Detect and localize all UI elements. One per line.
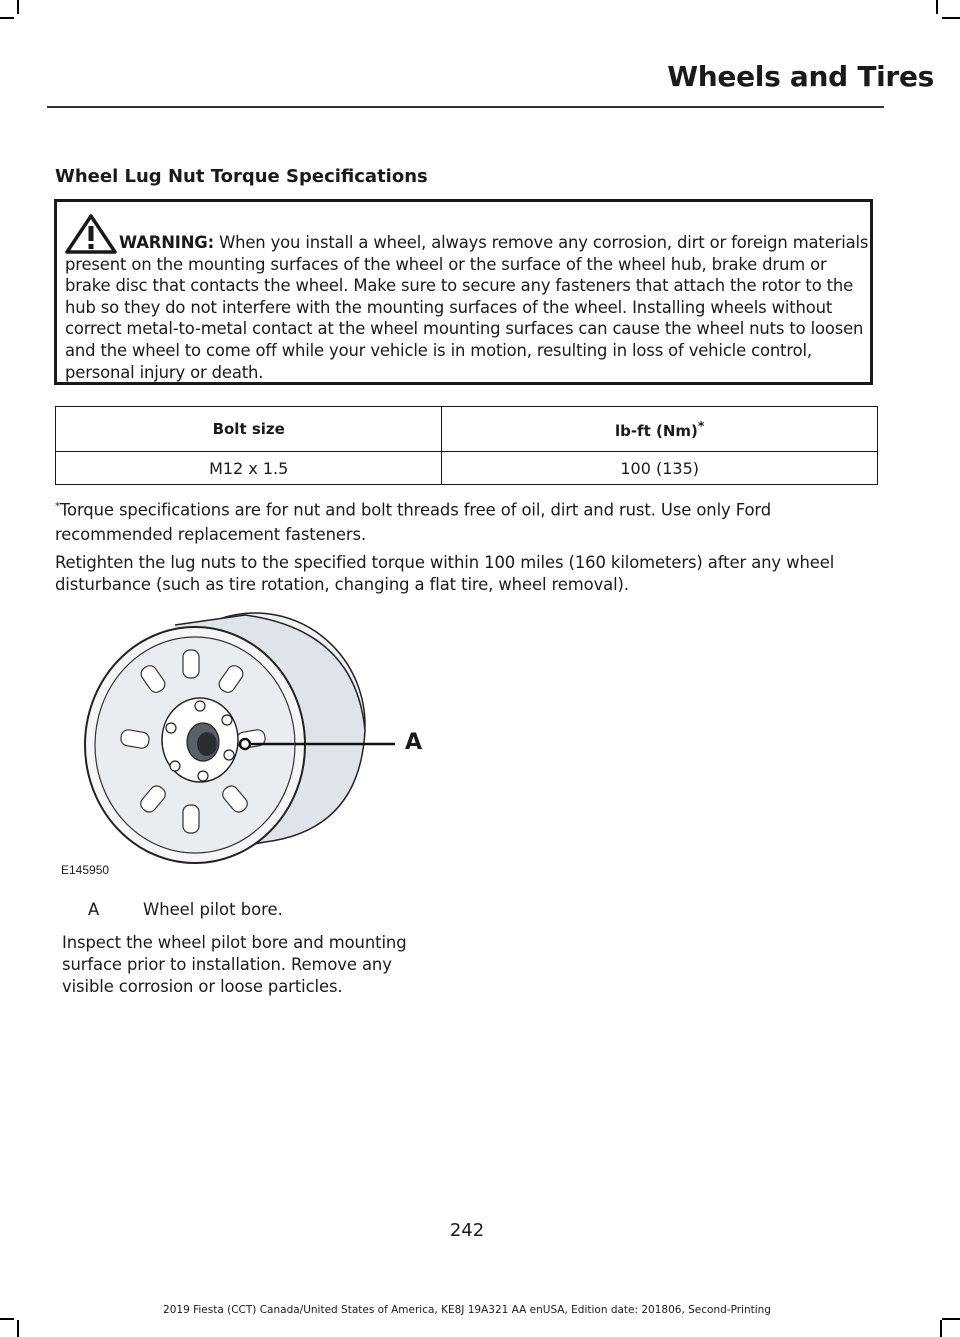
crop-mark	[936, 0, 938, 14]
crop-mark	[942, 1318, 960, 1320]
header-divider	[47, 106, 884, 108]
crop-mark	[17, 0, 19, 14]
crop-mark	[940, 1320, 942, 1337]
section-title: Wheel Lug Nut Torque Specifications	[55, 166, 428, 187]
footnote	[55, 494, 883, 547]
figure-code: E145950	[61, 863, 110, 877]
table-header-bolt-size: Bolt size	[56, 407, 442, 452]
crop-mark	[0, 17, 14, 19]
warning-box	[54, 199, 873, 385]
table-cell: 100 (135)	[442, 452, 878, 485]
footnote-mark: *	[55, 501, 60, 512]
footnote-text: Torque specifications are for nut and bolt threads free of oil, dirt and rust. Use only Ford recommended replacement fasteners.	[55, 500, 772, 545]
warning-label: WARNING:	[119, 233, 214, 252]
table-header-torque: lb-ft (Nm)*	[442, 407, 878, 452]
inspect-paragraph: Inspect the wheel pilot bore and mounting surface prior to installation. Remove any visible corrosion or loose particles.	[62, 933, 407, 996]
crop-mark	[17, 1320, 19, 1337]
crop-mark	[0, 1318, 14, 1320]
legend-key: A	[88, 900, 100, 919]
warning-text	[65, 232, 873, 383]
torque-spec-table	[55, 406, 878, 485]
wheel-drawing	[55, 610, 435, 880]
table-cell: M12 x 1.5	[56, 452, 442, 485]
wheel-illustration	[55, 610, 435, 880]
page-title: Wheels and Tires	[667, 60, 934, 93]
footer-text: 2019 Fiesta (CCT) Canada/United States of America, KE8J 19A321 AA enUSA, Edition date: 201806, Second-Printing	[163, 1304, 771, 1316]
page-number: 242	[449, 1220, 485, 1241]
callout-label: A	[405, 730, 423, 755]
legend-description: Wheel pilot bore.	[143, 900, 283, 919]
warning-body: When you install a wheel, always remove any corrosion, dirt or foreign materials present on the mounting surfaces of the wheel or the surface of the wheel hub, brake drum or brake disc that contacts the wheel. Make sure to secure any fasteners that attach the rotor to the hub so they do not interfere with the mounting surfaces of the wheel. Installing wheels without correct metal-to-metal contact at the wheel mounting surfaces can cause the wheel nuts to loosen and the wheel to come off while your vehicle is in motion, resulting in loss of vehicle control, personal injury or death.	[65, 233, 869, 382]
table-row	[56, 452, 878, 485]
retighten-paragraph: Retighten the lug nuts to the specified torque within 100 miles (160 kilometers) after any wheel disturbance (such as tire rotation, changing a flat tire, wheel removal).	[55, 553, 835, 594]
footnote-mark: *	[697, 418, 705, 433]
crop-mark	[942, 17, 960, 19]
table-header-row	[56, 407, 878, 452]
